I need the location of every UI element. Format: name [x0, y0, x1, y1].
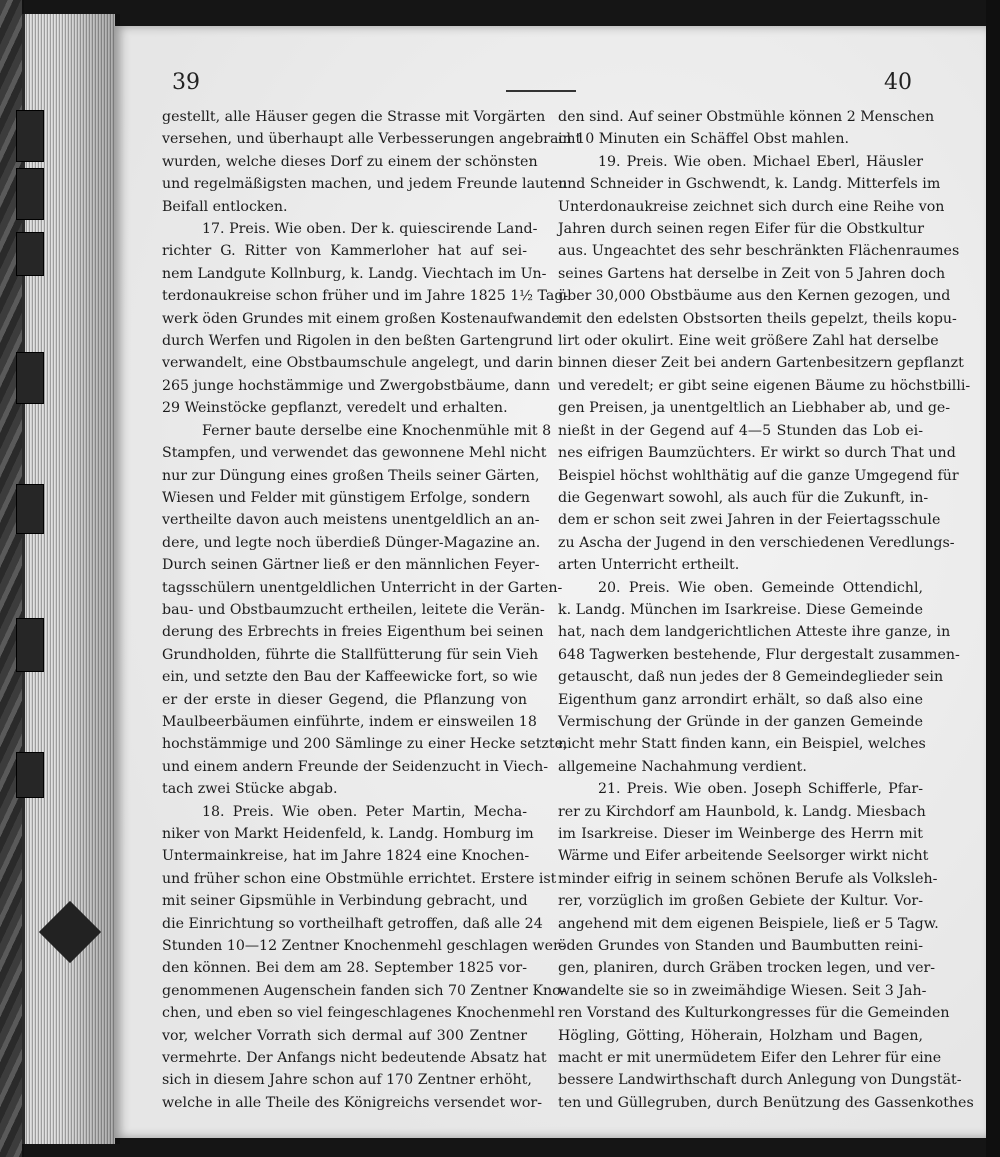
- text-line: nur zur Düngung eines großen Theils seiner Gärten,: [162, 467, 540, 484]
- page-tab-marker: [16, 232, 44, 276]
- text-line: die Gegenwart sowohl, als auch für die Zukunft, in-: [558, 489, 929, 506]
- page-tab-marker: [16, 752, 44, 798]
- page-number-right: 40: [884, 70, 912, 95]
- text-line: gestellt, alle Häuser gegen die Strasse mit Vorgärten: [162, 109, 546, 125]
- text-line: Beispiel höchst wohlthätig auf die ganze Umgegend für: [558, 467, 959, 484]
- text-line: verwandelt, eine Obstbaumschule angelegt, und darin: [162, 355, 554, 372]
- text-line: lirt oder okulirt. Eine weit größere Zahl hat derselbe: [558, 333, 939, 350]
- text-line: arten Unterricht ertheilt.: [558, 557, 740, 574]
- text-line: durch Werfen und Rigolen in den beßten Gartengrund: [162, 333, 553, 350]
- text-line: angehend mit dem eigenen Beispiele, ließ er 5 Tagw.: [558, 915, 939, 932]
- leaves-shadow: [60, 14, 120, 1144]
- text-line: bau- und Obstbaumzucht ertheilen, leitete die Verän-: [162, 601, 545, 618]
- text-line: chen, und eben so viel feingeschlagenes Knochenmehl: [162, 1005, 555, 1022]
- text-line: öden Grundes von Standen und Baumbutten reini-: [558, 938, 923, 955]
- text-line: 265 junge hochstämmige und Zwergobstbäume, dann: [162, 377, 550, 394]
- text-line: mit seiner Gipsmühle in Verbindung gebracht, und: [162, 893, 528, 910]
- text-line: ren Vorstand des Kulturkongresses für die Gemeinden: [558, 1005, 950, 1022]
- text-line: nem Landgute Kollnburg, k. Landg. Viechtach im Un-: [162, 265, 547, 282]
- text-line: nießt in der Gegend auf 4—5 Stunden das Lob ei-: [558, 422, 923, 439]
- text-line: Stampfen, und verwendet das gewonnene Mehl nicht: [162, 445, 547, 462]
- text-line: den sind. Auf seiner Obstmühle können 2 Menschen: [558, 109, 935, 125]
- text-line: versehen, und überhaupt alle Verbesserungen angebracht: [162, 131, 582, 148]
- text-line: tach zwei Stücke abgab.: [162, 781, 338, 798]
- text-line: ten und Güllegruben, durch Benützung des Gassenkothes: [558, 1094, 974, 1111]
- text-line: vermehrte. Der Anfangs nicht bedeutende Absatz hat: [162, 1050, 547, 1067]
- text-line: 19. Preis. Wie oben. Michael Eberl, Häusler: [598, 153, 923, 170]
- text-line: genommenen Augenschein fanden sich 70 Zentner Kno-: [162, 982, 566, 999]
- text-line: rer, vorzüglich im großen Gebiete der Kultur. Vor-: [558, 893, 923, 910]
- text-line: Maulbeerbäumen einführte, indem er einsweilen 18: [162, 713, 537, 730]
- text-line: im Isarkreise. Dieser im Weinberge des Herrn mit: [558, 826, 923, 842]
- text-line: Unterdonaukreise zeichnet sich durch eine Reihe von: [558, 198, 945, 215]
- text-line: sich in diesem Jahre schon auf 170 Zentner erhöht,: [162, 1072, 532, 1089]
- text-line: 21. Preis. Wie oben. Joseph Schifferle, Pfar-: [598, 781, 923, 798]
- text-line: Jahren durch seinen regen Eifer für die Obstkultur: [558, 221, 925, 238]
- header-rule: [506, 90, 576, 92]
- book-page: [114, 26, 986, 1138]
- text-line: k. Landg. München im Isarkreise. Diese Gemeinde: [558, 601, 923, 618]
- text-line: und Schneider in Gschwendt, k. Landg. Mitterfels im: [558, 176, 941, 193]
- text-line: welche in alle Theile des Königreichs versendet wor-: [162, 1094, 543, 1111]
- page-tab-marker: [16, 168, 44, 220]
- text-line: Högling, Götting, Höherain, Holzham und Bagen,: [558, 1027, 923, 1044]
- text-line: nicht mehr Statt finden kann, ein Beispiel, welches: [558, 736, 926, 753]
- text-line: Vermischung der Gründe in der ganzen Gemeinde: [558, 713, 923, 730]
- text-line: 20. Preis. Wie oben. Gemeinde Ottendichl,: [598, 579, 923, 596]
- text-line: wandelte sie so in zweimähdige Wiesen. Seit 3 Jah-: [558, 982, 927, 999]
- text-line: Wärme und Eifer arbeitende Seelsorger wirkt nicht: [558, 848, 929, 865]
- text-line: und früher schon eine Obstmühle errichtet. Erstere ist: [162, 870, 557, 887]
- page-tab-marker: [16, 484, 44, 534]
- text-line: binnen dieser Zeit bei andern Gartenbesitzern gepflanzt: [558, 355, 964, 372]
- text-line: richter G. Ritter von Kammerloher hat auf sei-: [162, 243, 527, 260]
- text-line: getauscht, daß nun jedes der 8 Gemeindeglieder sein: [558, 669, 944, 686]
- text-line: nes eifrigen Baumzüchters. Er wirkt so durch That und: [558, 445, 956, 462]
- text-line: in 10 Minuten ein Schäffel Obst mahlen.: [558, 131, 850, 148]
- scan-right-edge: [986, 0, 1000, 1157]
- page-number-left: 39: [172, 70, 200, 95]
- text-line: mit den edelsten Obstsorten theils gepelzt, theils kopu-: [558, 310, 957, 327]
- text-line: und regelmäßigsten machen, und jedem Freunde lauten: [162, 176, 568, 193]
- text-line: und veredelt; er gibt seine eigenen Bäume zu höchstbilli-: [558, 377, 971, 394]
- text-line: terdonaukreise schon früher und im Jahre 1825 1½ Tag-: [162, 288, 569, 305]
- text-line: Ferner baute derselbe eine Knochenmühle mit 8: [202, 422, 552, 439]
- text-line: er der erste in dieser Gegend, die Pflanzung von: [162, 691, 527, 708]
- text-line: bessere Landwirthschaft durch Anlegung von Dungstät-: [558, 1072, 962, 1089]
- text-line: 18. Preis. Wie oben. Peter Martin, Mecha-: [202, 803, 527, 820]
- text-line: zu Ascha der Jugend in den verschiedenen Veredlungs-: [558, 534, 955, 551]
- text-line: ein, und setzte den Bau der Kaffeewicke fort, so wie: [162, 669, 538, 686]
- text-line: macht er mit unermüdetem Eifer den Lehrer für eine: [558, 1050, 942, 1067]
- text-line: dere, und legte noch überdieß Dünger-Magazine an.: [162, 534, 541, 551]
- text-line: derung des Erbrechts in freies Eigenthum bei seinen: [162, 624, 544, 641]
- text-line: dem er schon seit zwei Jahren in der Feiertagsschule: [558, 512, 941, 529]
- right-text-column: [558, 106, 974, 1114]
- page-tab-marker: [16, 352, 44, 404]
- page-tab-marker: [16, 618, 44, 672]
- text-line: 29 Weinstöcke gepflanzt, veredelt und erhalten.: [162, 400, 508, 417]
- text-line: gen Preisen, ja unentgeltlich an Liebhaber ab, und ge-: [558, 400, 951, 417]
- text-line: 648 Tagwerken bestehende, Flur dergestalt zusammen-: [558, 646, 960, 663]
- page-tab-marker: [16, 110, 44, 162]
- text-line: hat, nach dem landgerichtlichen Atteste ihre ganze, in: [558, 624, 951, 641]
- text-line: rer zu Kirchdorf am Haunbold, k. Landg. Miesbach: [558, 803, 926, 820]
- text-line: Durch seinen Gärtner ließ er den männlichen Feyer-: [162, 557, 540, 574]
- text-line: über 30,000 Obstbäume aus den Kernen gezogen, und: [558, 288, 951, 305]
- text-line: hochstämmige und 200 Sämlinge zu einer Hecke setzte,: [162, 736, 568, 753]
- text-line: werk öden Grundes mit einem großen Kostenaufwande: [162, 310, 560, 327]
- left-text-column: [162, 106, 582, 1114]
- text-line: wurden, welche dieses Dorf zu einem der schönsten: [162, 153, 538, 170]
- text-line: die Einrichtung so vortheilhaft getroffen, daß alle 24: [162, 915, 543, 932]
- text-line: vor, welcher Vorrath sich dermal auf 300 Zentner: [162, 1027, 527, 1044]
- text-line: aus. Ungeachtet des sehr beschränkten Flächenraumes: [558, 243, 960, 260]
- text-line: Untermainkreise, hat im Jahre 1824 eine Knochen-: [162, 848, 530, 865]
- text-line: seines Gartens hat derselbe in Zeit von 5 Jahren doch: [558, 265, 946, 282]
- text-line: Wiesen und Felder mit günstigem Erfolge, sondern: [162, 489, 531, 506]
- text-line: minder eifrig in seinem schönen Berufe als Volksleh-: [558, 870, 938, 887]
- text-line: und einem andern Freunde der Seidenzucht in Viech-: [162, 758, 549, 775]
- text-line: gen, planiren, durch Gräben trocken legen, und ver-: [558, 960, 936, 977]
- text-line: Beifall entlocken.: [162, 198, 288, 215]
- text-line: tagsschülern unentgeldlichen Unterricht in der Garten-: [162, 579, 563, 596]
- text-line: Stunden 10—12 Zentner Knochenmehl geschlagen wer-: [162, 938, 565, 955]
- text-line: den können. Bei dem am 28. September 1825 vor-: [162, 960, 527, 977]
- text-line: allgemeine Nachahmung verdient.: [558, 758, 807, 775]
- text-line: vertheilte davon auch meistens unentgeldlich an an-: [162, 512, 540, 529]
- text-line: niker von Markt Heidenfeld, k. Landg. Homburg im: [162, 826, 534, 842]
- text-line: Grundholden, führte die Stallfütterung für sein Vieh: [162, 646, 539, 663]
- text-line: Eigenthum ganz arrondirt erhält, so daß also eine: [558, 691, 923, 708]
- text-line: 17. Preis. Wie oben. Der k. quiescirende Land-: [202, 221, 538, 238]
